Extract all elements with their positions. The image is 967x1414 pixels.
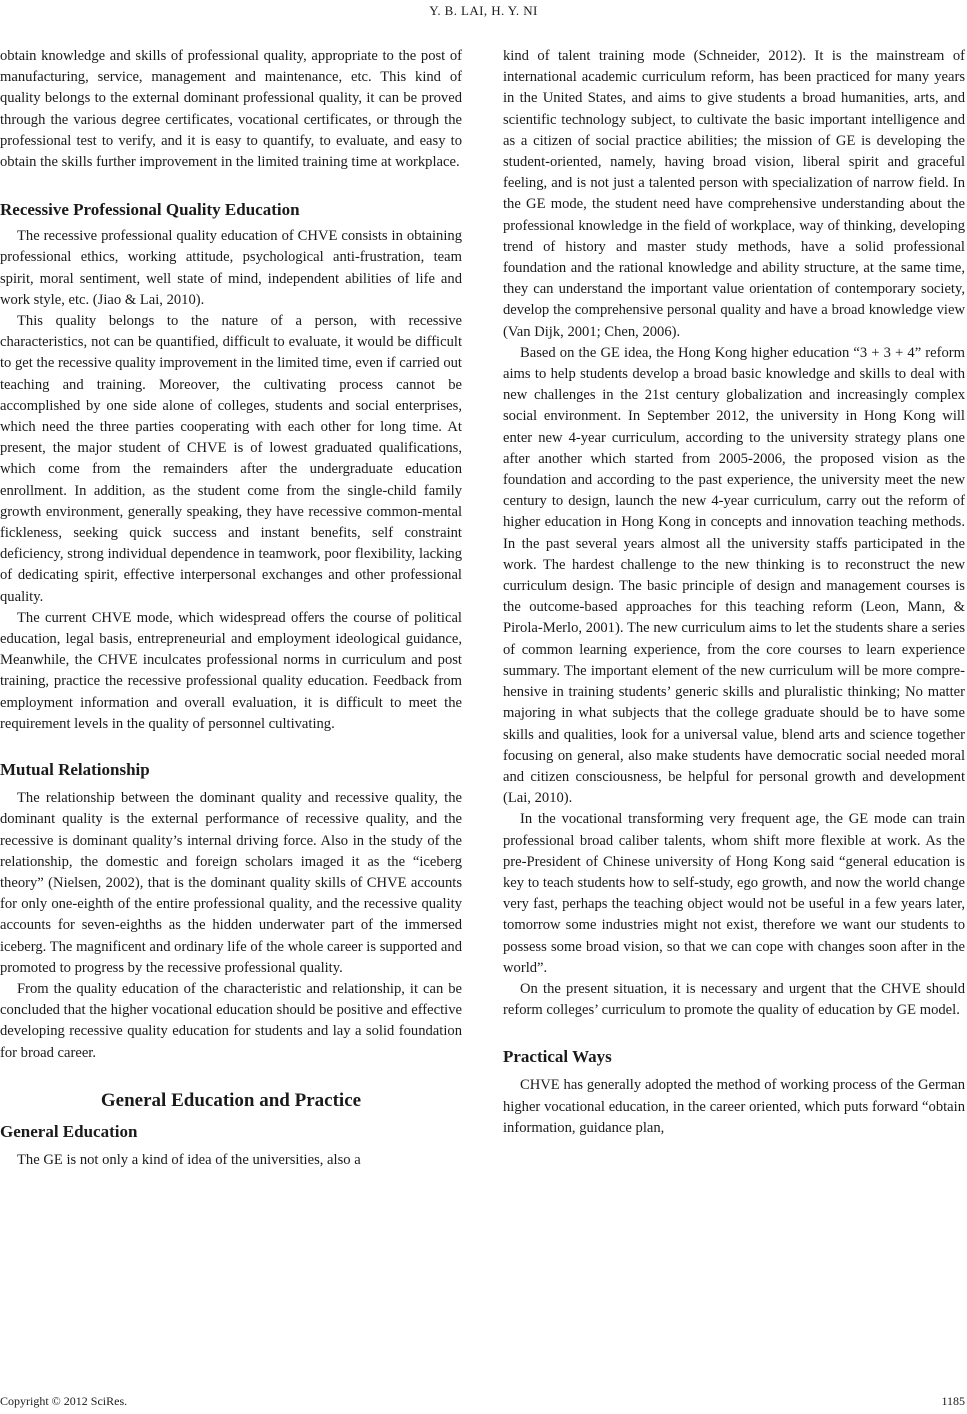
- paragraph: The relationship between the dominant quality and recessive quality, the dominant quality is the external performance of recessive quality, and the recessive is dominant quality’s internal driving force. Also in the study of the relationship, the domestic and foreign scholars imaged it as the “iceberg theory” (Nielsen, 2002), that is the dominant quality skills of CHVE accounts for only one-eighth of the entire professional quality, and the recessive quality accounts for seven-eighths as the hidden underwater part of the immersed iceberg. The magnificent and ordinary life of the whole career is supported and promoted to progress by the recessive professional quality.: [0, 790, 462, 976]
- paragraph: Based on the GE idea, the Hong Kong higher education “3 + 3 + 4” reform aims to help students develop a broad basic knowledge and skills to deal with new challenges in the 21st century globalization and increasingly complex social environment. In September 2012, the university in Hong Kong will enter new 4-year curriculum, according to the university strategy plans one after another which started from 2005-2006, the proposed vision as the foundation and according to the past experience, the university meet the new century to design, launch the new 4-year curriculum, carry out the reform of higher education in Hong Kong in concepts and innovation teaching methods. In the past several years almost all the university staffs participated in the work. The hardest challenge to the new thinking is to reconstruct the new curriculum design. The basic principle of design and management courses is the outcome-based approaches for this teaching reform (Leon, Mann, & Pirola-Merlo, 2001). The new curriculum aims to let the students share a series of common learning experience, from the core courses to learn experience summary. The important element of the new curriculum will be more comprehensive in training students’ generic skills and pluralistic thinking; No matter majoring in what subjects that the college graduate should be to have some skills and qualities, look for a universal value, blend arts and science together focusing on general, also make students have democratic social needed moral and citizen consciousness, be helpful for personal growth and development (Lai, 2010).: [503, 344, 965, 807]
- section-heading-practical-ways: Practical Ways: [503, 1047, 612, 1067]
- copyright-notice: Copyright © 2012 SciRes.: [0, 1394, 128, 1408]
- paragraph: The GE is not only a kind of idea of the universities, also a: [17, 1151, 361, 1168]
- section-heading-general-education-practice: General Education and Practice: [100, 1089, 362, 1111]
- paragraph: The recessive professional quality education of CHVE consists in obtaining professional ethics, working attitude, psychological anti-frustration, team spirit, moral sentiment, well state of mind, independent abilities of life and work style, etc. (Jiao & Lai, 2010).: [0, 228, 462, 308]
- paragraph: The current CHVE mode, which widespread offers the course of political education, legal basis, entrepreneurial and employment ideological guidance, Meanwhile, the CHVE inculcates professional norms in curriculum and post training, practice the recessive professional quality education. Feedback from employment information and overall evaluation, it is difficult to meet the requirement levels in the quality of personnel cultivating.: [0, 609, 462, 732]
- paragraph: kind of talent training mode (Schneider, 2012). It is the mainstream of international academic curriculum reform, has been practiced for many years in the United States, and aims to give students a broad humanities, arts, and scientific technology subject, to cultivate the basic important intelligence and as a citizen of social practice abilities; the mission of GE is developing the student-oriented, namely, having broad vision, liberal spirit and graceful feeling, and is not just a talented person with specialization of narrow field. In the GE mode, the student need have comprehensive understanding about the professional knowledge in the field of workplace, way of thinking, developing trend of history and master study methods, have a solid professional foundation and the rational knowledge and ability structure, at the same time, they can understand the important value orientation of contemporary society, develop the comprehensive personal quality and have a broad knowledge view (Van Dijk, 2001; Chen, 2006).: [503, 48, 965, 340]
- section-heading-mutual: Mutual Relationship: [0, 760, 150, 780]
- section-heading-recessive: Recessive Professional Quality Education: [0, 200, 300, 220]
- right-column: [503, 46, 965, 1139]
- paragraph: This quality belongs to the nature of a person, with recessive characteristics, not can be quantified, difficult to evaluate, it would be difficult to get the recessive quality improvement in the limited time, even if carried out teaching and training. Moreover, the cultivating process cannot be accomplished by one side alone of colleges, students and social enterprises, which need the three parties cooperating with each other for long time. At present, the major student of CHVE is of lowest graduated qualifications, which come from the remainders after the undergraduate education enrollment. In addition, as the student come from the single-child family growth environment, generally speaking, they have recessive common-mental fickleness, seeking quick success and instant benefits, self constraint deficiency, strong individual dependence in teamwork, poor flexibility, lacking of dedicating spirit, effective interpersonal exchanges and other professional quality.: [0, 313, 462, 605]
- subsection-heading-general-education: General Education: [0, 1121, 138, 1141]
- page-number: 1185: [941, 1394, 965, 1408]
- left-column: [0, 46, 462, 1171]
- paragraph: CHVE has generally adopted the method of working process of the German higher vocational education, in the career oriented, which puts forward “obtain information, guidance plan,: [503, 1077, 965, 1136]
- running-head: Y. B. LAI, H. Y. NI: [429, 3, 538, 18]
- paragraph: On the present situation, it is necessary and urgent that the CHVE should reform colleges’ curriculum to promote the quality of education by GE model.: [503, 980, 965, 1019]
- paragraph: From the quality education of the characteristic and relationship, it can be concluded that the higher vocational education should be positive and effective developing recessive quality education for students and lay a solid foundation for broad career.: [0, 980, 462, 1061]
- paragraph: In the vocational transforming very frequent age, the GE mode can train professional broad caliber talents, whom shift more flexible at work. As the pre-President of Chinese university of Hong Kong said “general education is key to teach students how to self-study, ego growth, and now the world change very fast, perhaps the teaching object would not be useful in a few years later, tomorrow some industries might not exist, therefore we want our students to possess some broad vision, so that we can cope with changes soon after in the world”.: [503, 811, 965, 976]
- paragraph: obtain knowledge and skills of professional quality, appropriate to the post of manufacturing, service, management and maintenance, etc. This kind of quality belongs to the external dominant professional quality, it can be proved through the various degree certificates, vocational certificates, or through the professional test to verify, and it is easy to quantify, to evaluate, and easy to obtain the skills further improvement in the limited training time at workplace.: [0, 48, 462, 171]
